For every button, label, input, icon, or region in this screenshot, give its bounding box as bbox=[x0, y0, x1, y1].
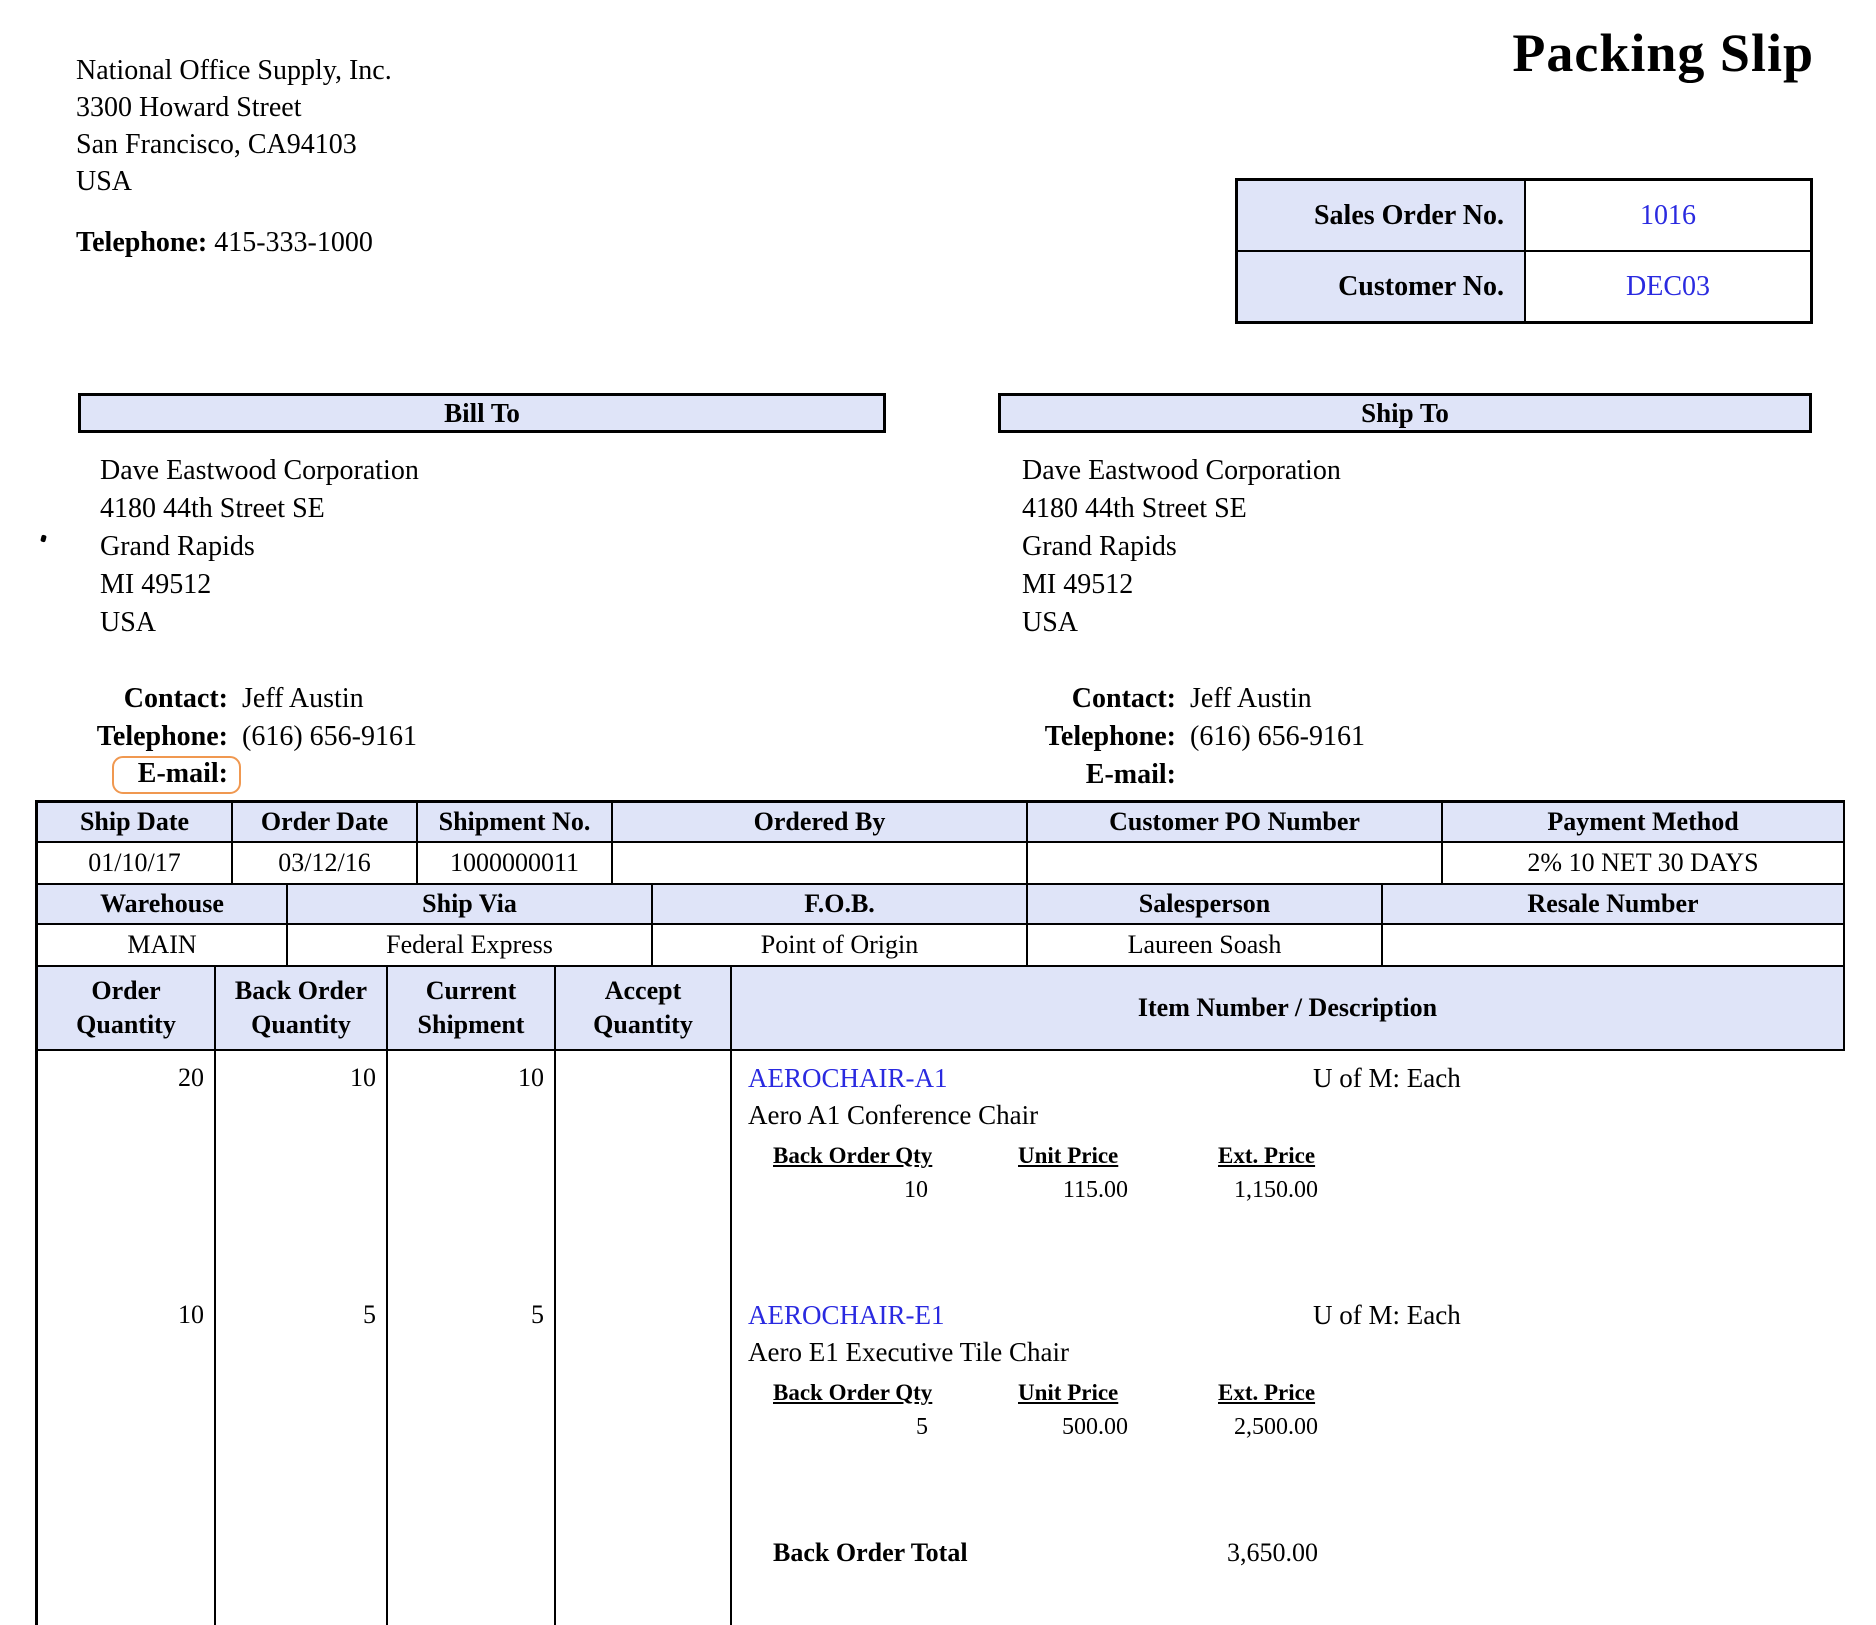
back-order-qty-subheader: Back Order Qty bbox=[773, 1380, 933, 1405]
company-telephone bbox=[76, 224, 392, 261]
back-order-qty: 5 bbox=[916, 1414, 928, 1440]
telephone-row bbox=[998, 718, 1365, 756]
unit-price: 500.00 bbox=[1062, 1414, 1128, 1440]
address-line: MI 49512 bbox=[1022, 569, 1134, 600]
company-name: National Office Supply, Inc. bbox=[76, 55, 392, 86]
ordered-by-header: Ordered By bbox=[613, 803, 1028, 843]
item-row bbox=[732, 1063, 1845, 1213]
ext-price: 1,150.00 bbox=[1234, 1177, 1318, 1203]
warehouse-header: Warehouse bbox=[38, 885, 288, 925]
address-line: Dave Eastwood Corporation bbox=[100, 455, 419, 486]
shipment-value-row-2 bbox=[38, 925, 1845, 967]
unit-of-measure: U of M: Each bbox=[1313, 1300, 1461, 1330]
unit-price: 115.00 bbox=[1062, 1177, 1128, 1203]
customer-number-row bbox=[1238, 250, 1810, 321]
back-order-quantity-column bbox=[216, 1051, 388, 1625]
shipment-value-row-1 bbox=[38, 843, 1845, 885]
order-qty-value: 20 bbox=[178, 1063, 204, 1092]
page-title: Packing Slip bbox=[1512, 23, 1814, 83]
email-label-wrap bbox=[78, 756, 228, 794]
address-line: MI 49512 bbox=[100, 569, 212, 600]
contact-label: Contact: bbox=[1071, 683, 1176, 714]
ship-date-header: Ship Date bbox=[38, 803, 233, 843]
item-number: AEROCHAIR-A1 bbox=[748, 1063, 948, 1093]
email-label-highlight: E-mail: bbox=[112, 756, 241, 794]
payment-method-header: Payment Method bbox=[1443, 803, 1845, 843]
shipment-header-row-2 bbox=[38, 885, 1845, 925]
shipment-no-value: 1000000011 bbox=[418, 843, 613, 885]
ship-to-header: Ship To bbox=[998, 393, 1812, 433]
current-shipment-header: Current Shipment bbox=[388, 967, 556, 1051]
accept-quantity-header: Accept Quantity bbox=[556, 967, 732, 1051]
customer-po-header: Customer PO Number bbox=[1028, 803, 1443, 843]
sales-order-label: Sales Order No. bbox=[1238, 181, 1526, 250]
sales-order-value: 1016 bbox=[1640, 199, 1696, 231]
email-row bbox=[78, 756, 417, 794]
resale-number-header: Resale Number bbox=[1383, 885, 1845, 925]
address-line: Grand Rapids bbox=[100, 531, 255, 562]
item-description: Aero E1 Executive Tile Chair bbox=[748, 1337, 1069, 1367]
back-order-total-value: 3,650.00 bbox=[1227, 1538, 1318, 1567]
resale-number-value bbox=[1383, 925, 1845, 967]
address-line: USA bbox=[1022, 607, 1079, 638]
contact-value: Jeff Austin bbox=[242, 683, 364, 714]
bill-to-header: Bill To bbox=[78, 393, 886, 433]
company-address-line: USA bbox=[76, 166, 133, 197]
company-address-line: 3300 Howard Street bbox=[76, 92, 302, 123]
company-info bbox=[76, 52, 392, 261]
warehouse-value: MAIN bbox=[38, 925, 288, 967]
contact-row bbox=[998, 680, 1365, 718]
payment-method-value: 2% 10 NET 30 DAYS bbox=[1443, 843, 1845, 885]
back-order-quantity-header: Back Order Quantity bbox=[216, 967, 388, 1051]
address-line: Grand Rapids bbox=[1022, 531, 1177, 562]
fob-header: F.O.B. bbox=[653, 885, 1028, 925]
current-shipment-value: 5 bbox=[531, 1300, 544, 1329]
ext-price: 2,500.00 bbox=[1234, 1414, 1318, 1440]
ship-date-value: 01/10/17 bbox=[38, 843, 233, 885]
accept-quantity-column bbox=[556, 1051, 732, 1625]
unit-price-subheader: Unit Price bbox=[1018, 1380, 1119, 1405]
bill-to-address bbox=[100, 452, 419, 642]
contact-row bbox=[78, 680, 417, 718]
address-line: Dave Eastwood Corporation bbox=[1022, 455, 1341, 486]
order-date-header: Order Date bbox=[233, 803, 418, 843]
stray-mark bbox=[40, 534, 47, 542]
items-body bbox=[38, 1051, 1845, 1625]
ship-via-header: Ship Via bbox=[288, 885, 653, 925]
address-line: 4180 44th Street SE bbox=[100, 493, 325, 524]
bill-to-contact bbox=[78, 680, 417, 794]
salesperson-value: Laureen Soash bbox=[1028, 925, 1383, 967]
current-shipment-column bbox=[388, 1051, 556, 1625]
telephone-label: Telephone: bbox=[96, 721, 228, 752]
shipment-no-header: Shipment No. bbox=[418, 803, 613, 843]
unit-price-subheader: Unit Price bbox=[1018, 1143, 1119, 1168]
ordered-by-value bbox=[613, 843, 1028, 885]
contact-label: Contact: bbox=[123, 683, 228, 714]
telephone-value: (616) 656-9161 bbox=[242, 721, 417, 752]
salesperson-header: Salesperson bbox=[1028, 885, 1383, 925]
company-address-line: San Francisco, CA94103 bbox=[76, 129, 357, 160]
telephone-row bbox=[78, 718, 417, 756]
telephone-value: 415-333-1000 bbox=[214, 227, 373, 258]
email-label: E-mail: bbox=[1085, 759, 1176, 790]
ship-to-address bbox=[1022, 452, 1341, 642]
current-shipment-value: 10 bbox=[518, 1063, 544, 1092]
shipment-info-grid bbox=[35, 800, 1845, 1625]
ship-via-value: Federal Express bbox=[288, 925, 653, 967]
item-number: AEROCHAIR-E1 bbox=[748, 1300, 945, 1330]
address-line: 4180 44th Street SE bbox=[1022, 493, 1247, 524]
fob-value: Point of Origin bbox=[653, 925, 1028, 967]
item-row bbox=[732, 1300, 1845, 1450]
back-order-qty: 10 bbox=[904, 1177, 928, 1203]
back-order-qty-value: 5 bbox=[363, 1300, 376, 1329]
ship-to-contact bbox=[998, 680, 1365, 794]
item-description: Aero A1 Conference Chair bbox=[748, 1100, 1039, 1130]
customer-po-value bbox=[1028, 843, 1443, 885]
order-quantity-header: Order Quantity bbox=[38, 967, 216, 1051]
sales-order-row bbox=[1238, 181, 1810, 250]
ext-price-subheader: Ext. Price bbox=[1218, 1143, 1316, 1168]
customer-number-value: DEC03 bbox=[1626, 270, 1710, 302]
shipment-header-row-1 bbox=[38, 803, 1845, 843]
telephone-label: Telephone: bbox=[1044, 721, 1176, 752]
back-order-qty-subheader: Back Order Qty bbox=[773, 1143, 933, 1168]
back-order-qty-value: 10 bbox=[350, 1063, 376, 1092]
contact-value: Jeff Austin bbox=[1190, 683, 1312, 714]
address-line: USA bbox=[100, 607, 157, 638]
ext-price-subheader: Ext. Price bbox=[1218, 1380, 1316, 1405]
order-qty-value: 10 bbox=[178, 1300, 204, 1329]
telephone-label: Telephone: bbox=[76, 227, 208, 258]
items-header-row bbox=[38, 967, 1845, 1051]
telephone-value: (616) 656-9161 bbox=[1190, 721, 1365, 752]
email-row bbox=[998, 756, 1365, 794]
item-number-description-header: Item Number / Description bbox=[732, 967, 1845, 1051]
unit-of-measure: U of M: Each bbox=[1313, 1063, 1461, 1093]
customer-number-label: Customer No. bbox=[1238, 252, 1526, 321]
order-date-value: 03/12/16 bbox=[233, 843, 418, 885]
order-number-box bbox=[1235, 178, 1813, 324]
item-description-column bbox=[732, 1051, 1845, 1625]
order-quantity-column bbox=[38, 1051, 216, 1625]
back-order-total-label: Back Order Total bbox=[773, 1538, 968, 1567]
